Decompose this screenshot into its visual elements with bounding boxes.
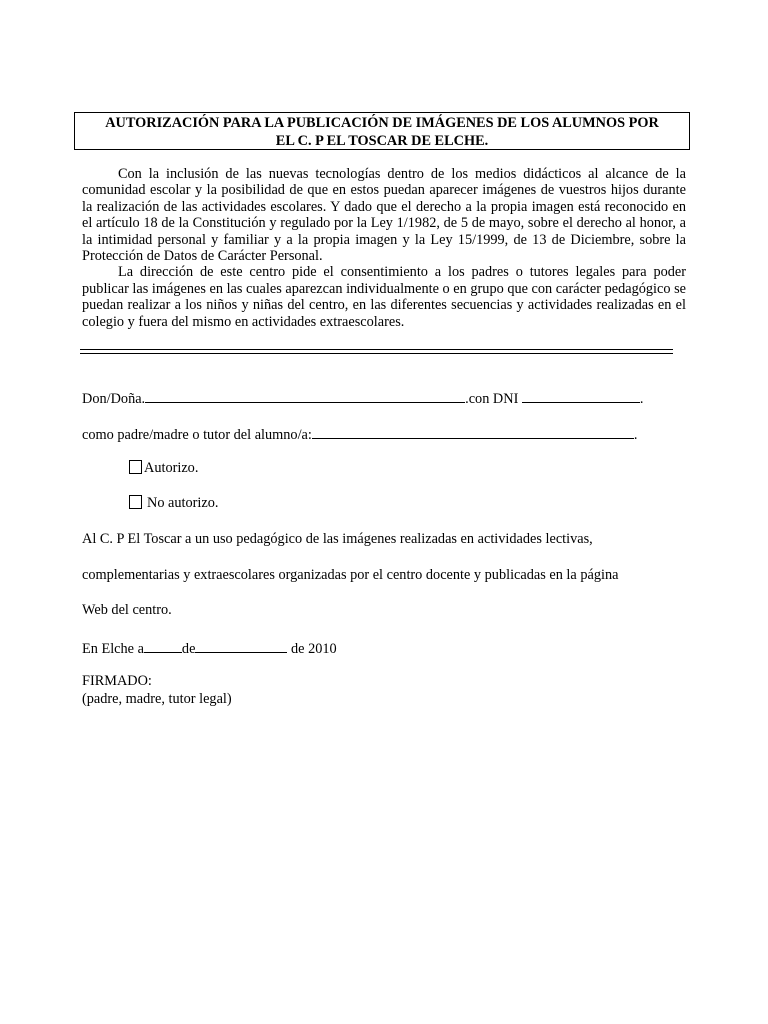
month-field[interactable]: [195, 638, 287, 653]
name-label: Don/Doña.: [82, 391, 146, 407]
guardian-label: como padre/madre o tutor del alumno/a:: [82, 427, 312, 443]
place-label: En Elche a: [82, 641, 144, 657]
name-field[interactable]: [145, 388, 465, 403]
student-name-field[interactable]: [312, 424, 634, 439]
intro-paragraph-1: Con la inclusión de las nuevas tecnologías dentro de los medios didácticos al alcance de la comunidad escolar y la posibilidad de que en estos puedan aparecer imágenes de vuestros hijos durante la realización de las actividades escolares. Y dado que el derecho a la propia imagen está reconocido en el artículo 18 de la Constitución y regulado por la Ley 1/1982, de 5 de mayo, sobre el derecho al honor, a la intimidad personal y familiar y a la propia imagen y la Ley 15/1999, de 13 de Diciembre, sobre la Protección de Datos de Carácter Personal.: [82, 166, 686, 265]
not-authorize-checkbox[interactable]: [129, 495, 142, 509]
signer-label: (padre, madre, tutor legal): [82, 691, 232, 707]
consent-line-1: Al C. P El Toscar a un uso pedagógico de las imágenes realizadas en actividades lectivas,: [82, 531, 593, 547]
document-title-box: [74, 112, 690, 150]
consent-line-3: Web del centro.: [82, 602, 172, 618]
document-title-line-2: EL C. P EL TOSCAR DE ELCHE.: [275, 133, 489, 149]
date-row: [82, 638, 337, 658]
name-row-end-dot: .: [639, 391, 644, 407]
de-label: de: [181, 641, 196, 657]
dni-field[interactable]: [522, 388, 640, 403]
intro-text: [82, 166, 686, 330]
authorize-label: Autorizo.: [144, 460, 199, 476]
dni-label: .con DNI: [465, 391, 519, 407]
day-field[interactable]: [144, 638, 182, 653]
authorize-option: [129, 460, 198, 477]
section-divider: [80, 349, 673, 354]
not-authorize-label: No autorizo.: [147, 495, 219, 511]
name-row: [82, 388, 644, 408]
authorize-checkbox[interactable]: [129, 460, 142, 474]
intro-paragraph-2: La dirección de este centro pide el consentimiento a los padres o tutores legales para poder publicar las imágenes en las cuales aparezcan individualmente o en grupo que con carácter pedagógico se puedan realizar a los niños y niñas del centro, en las diferentes secuencias y actividades realizadas en el colegio y fuera del mismo en actividades extraescolares.: [82, 264, 686, 330]
guardian-row-end-dot: .: [633, 427, 638, 443]
year-label: de 2010: [291, 641, 337, 657]
guardian-row: [82, 424, 637, 444]
document-title-line-1: AUTORIZACIÓN PARA LA PUBLICACIÓN DE IMÁGENES DE LOS ALUMNOS POR: [105, 115, 659, 131]
not-authorize-option: [129, 495, 218, 512]
consent-line-2: complementarias y extraescolares organizadas por el centro docente y publicadas en la página: [82, 567, 619, 583]
signed-label: FIRMADO:: [82, 673, 152, 689]
